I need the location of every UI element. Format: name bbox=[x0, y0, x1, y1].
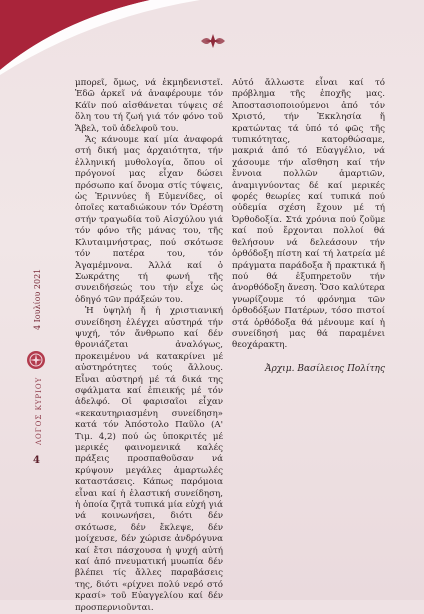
issue-date: 4 Ιουλίου 2021 bbox=[33, 268, 42, 330]
periodical-logo-icon bbox=[26, 350, 46, 370]
author-signature: Ἀρχιμ. Βασίλειος Πολίτης bbox=[264, 363, 385, 374]
article-paragraph: Ἡ ὑψηλή ἤ ἡ χριστιανική συνείδηση ἐλέγχει αὐστηρά τήν ψυχή, τόν ἄνθρωπο καί δέν θρονιάζεται ἀναλόγως, προκειμένου νά κατακρίνει μέ αὐστηρότητες τούς ἄλλους. Εἶναι αὐστηρή μέ τά δικά της σφάλματα καί ἐπιεικής μέ τόν ἀδελφό. Οἱ φαρισαῖοι εἶχαν «κεκαυτηριασμένη συνείδηση» κατά τόν Ἀπόστολο Παῦλο (Α' Τιμ. 4,2) πού ὡς ὑποκριτές μέ μερικές φαινομενικά καλές πράξεις προσπαθοῦσαν νά κρύψουν μεγάλες ἁμαρτωλές καταστάσεις. Κάπως παρόμοια εἶναι καί ἡ ἐλαστική συνείδηση, ἡ ὁποία ζητᾶ τυπικά μία εὐχή γιά νά κοινωνήσει, διότι δέν σκότωσε, δέν ἔκλεψε, δέν μοίχευσε, δέν χώρισε ἀνδρόγυνα καί ἔτσι πάσχουσα ἡ ψυχή αὐτή καί ἀπό πνευματική μυωπία δέν βλέπει τίς ἄλλες παραβάσεις της, διότι «ρίχνει πολύ νερό στό κρασί» τοῦ Εὐαγγελίου καί δέν προσπερνιοῦνται. bbox=[75, 306, 223, 613]
article-paragraph: μπορεῖ, ὅμως, νά ἐκμηδενιστεῖ. Ἐδῶ ἀρκεῖ νά ἀναφέρουμε τόν Κάϊν πού αἰσθάνεται τύψεις σέ ὅλη του τή ζωή γιά τόν φόνο τοῦ Ἄβελ, τοῦ ἀδελφοῦ του. bbox=[75, 78, 223, 134]
article-left-column bbox=[75, 78, 223, 614]
periodical-title: ΛΟΓΟΣ ΚΥΡΙΟΥ bbox=[35, 376, 43, 445]
page-number: 4 bbox=[33, 455, 40, 466]
article-paragraph: Αὐτό ἄλλωστε εἶναι καί τό πρόβλημα τῆς ἐποχῆς μας. Ἀποστασιοποιούμενοι ἀπό τόν Χριστό, τήν Ἐκκλησία ἤ κρατώντας τά ὑπό τό φῶς τῆς τυπικότητας, κατορθώσαμε, μακριά ἀπό τό Εὐαγγέλιο, νά χάσουμε τήν αἴσθηση καί τήν ἔννοια πολλῶν ἁμαρτιῶν, ἀναμιγνύοντας δέ καί μερικές φορές θεωρίες καί τυπικά πού οὐδεμία σχέση ἔχουν μέ τή Ὀρθοδοξία. Στά χρόνια πού ζοῦμε καί πού ἔρχονται πολλοί θά θελήσουν νά δελεάσουν τήν ὀρθόδοξη πίστη καί τή λατρεία μέ πράγματα παράδοξα ἤ πρακτικά ἤ πού θά ἐξυπηρετοῦν τήν ἀνορθόδοξη ἄνεση. Ὅσο καλύτερα γνωρίζουμε τό φρόνημα τῶν ὀρθοδόξων Πατέρων, τόσο πιστοί στά ὀρθόδοξα θά μένουμε καί ἡ συνείδησή μας θά παραμένει θεοχάρακτη. bbox=[232, 78, 385, 351]
ornament-icon bbox=[199, 32, 227, 50]
article-paragraph: Ἄς κάνουμε καί μία ἀναφορά στή δική μας ἀρχαιότητα, τήν ἑλληνική μυθολογία, ὅπου οἱ πρόγονοί μας εἶχαν δώσει πρόσωπο καί ὄνομα στίς τύψεις, ὡς Ἐριννύες ἤ Εὐμενίδες, οἱ ὁποῖες καταδιώκουν τόν Ὀρέστη στήν τραγωδία τοῦ Αἰσχύλου γιά τόν φόνο τῆς μάνας του, τῆς Κλυταιμνήστρας, πού σκότωσε τόν πατέρα του, τόν Ἀγαμέμνονα. Ἀλλά καί ὁ Σωκράτης τή φωνή τῆς συνειδήσεώς του τήν εἶχε ὡς ὁδηγό τῶν πράξεών του. bbox=[75, 135, 223, 305]
article-right-column bbox=[232, 78, 385, 375]
